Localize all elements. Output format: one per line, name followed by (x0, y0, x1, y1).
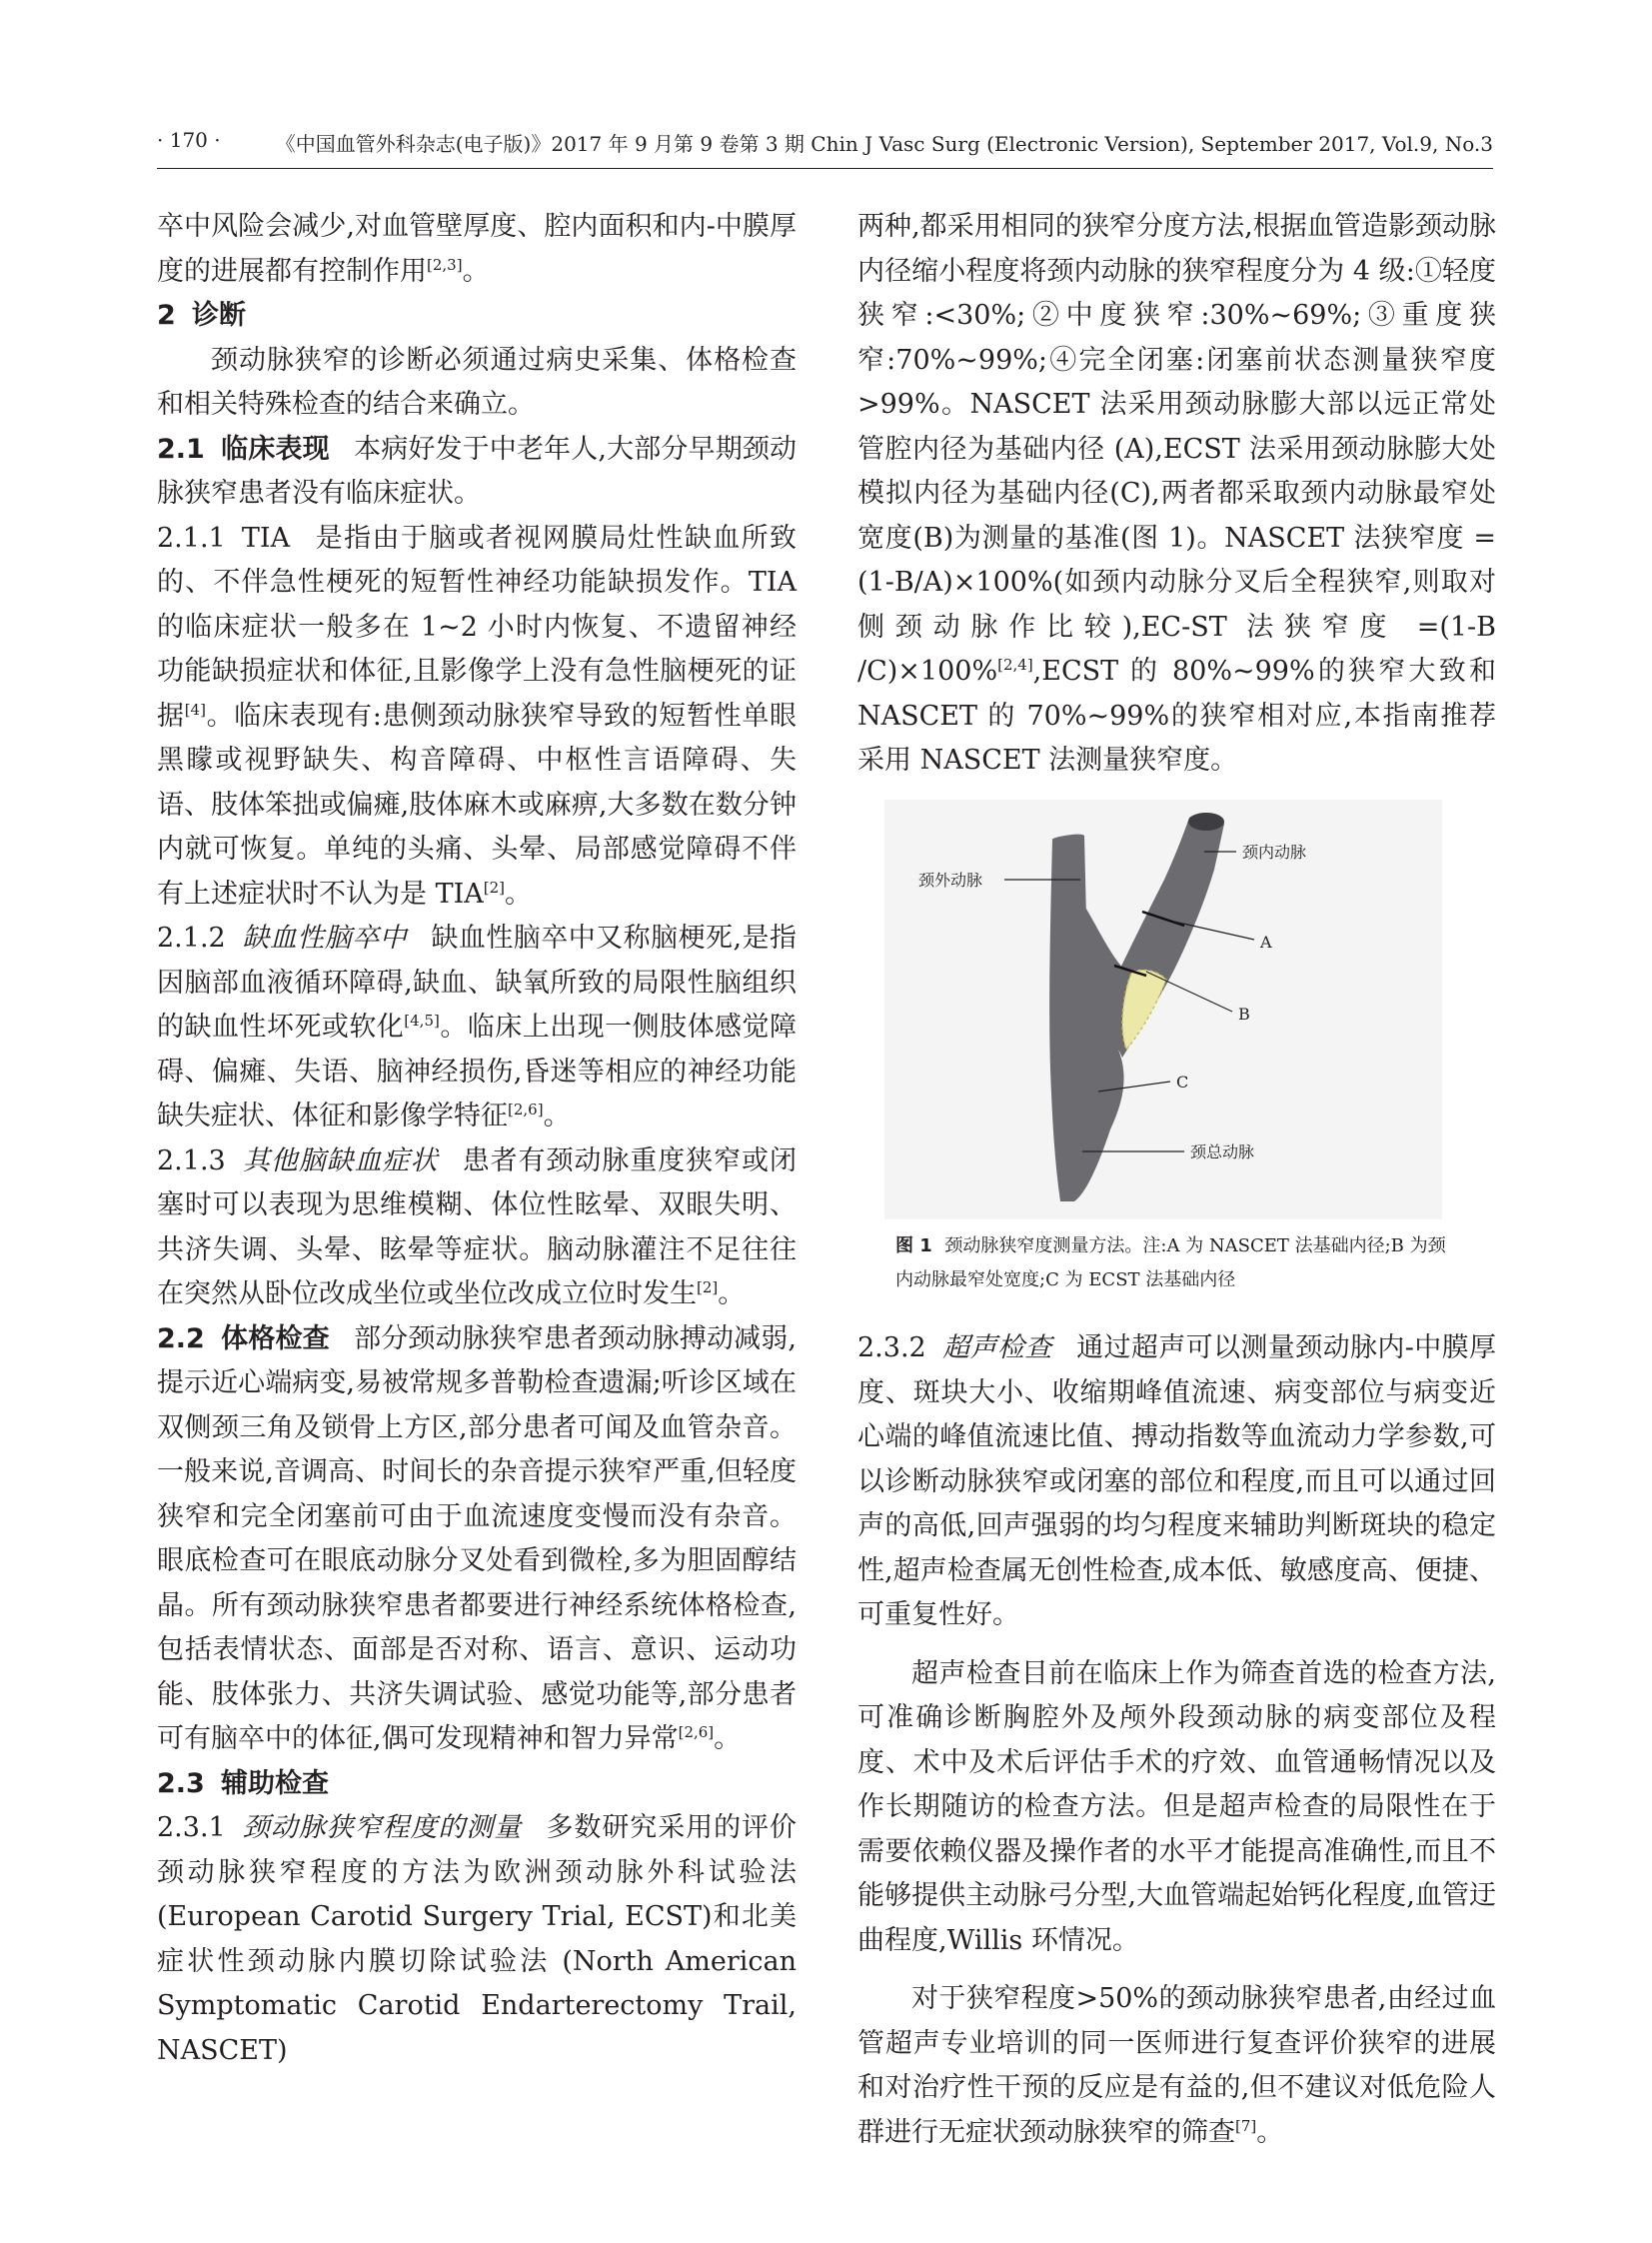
journal-citation: 《中国血管外科杂志(电子版)》2017 年 9 月第 9 卷第 3 期 Chin J Vasc Surg (Electronic Version), September 2017, Vol.9, No.3 (275, 132, 1493, 156)
diagnosis-intro: 颈动脉狭窄的诊断必须通过病史采集、体格检查和相关特殊检查的结合来确立。 (157, 344, 797, 420)
section-heading-diagnosis: 2 诊断 (157, 300, 246, 331)
follow-up-paragraph: 对于狭窄程度>50%的颈动脉狭窄患者,由经过血管超声专业培训的同一医师进行复查评价狭窄的进展和对治疗性干预的反应是有益的,但不建议对低危险人群进行无症状颈动脉狭窄的筛查[7]。 (857, 1983, 1496, 2148)
right-column-lower (857, 1326, 1496, 2155)
citation-ref: [2,4] (997, 656, 1033, 674)
label-b: B (1238, 1005, 1250, 1024)
citation-ref: [7] (1235, 2116, 1257, 2135)
running-header (157, 128, 1493, 169)
plaque (1122, 970, 1166, 1050)
figure-caption: 图 1 颈动脉狭窄度测量方法。注:A 为 NASCET 法基础内径;B 为颈内动脉最窄处宽度;C 为 ECST 法基础内径 (895, 1235, 1446, 1290)
page-number: · 170 · (157, 128, 221, 152)
section-auxiliary-exam: 2.3 辅助检查 (157, 1767, 330, 1799)
citation-ref: [4] (184, 700, 206, 719)
label-external-carotid: 颈外动脉 (918, 871, 983, 890)
citation-ref: [2,3] (427, 255, 463, 274)
citation-ref: [2,6] (508, 1101, 544, 1119)
label-a: A (1260, 933, 1272, 952)
left-column (157, 205, 797, 2073)
citation-ref: [4,5] (404, 1012, 440, 1030)
paragraph-continued: 卒中风险会减少,对血管壁厚度、腔内面积和内-中膜厚度的进展都有控制作用[2,3]。 (157, 211, 797, 287)
carotid-stenosis-figure (884, 800, 1442, 1219)
ultrasound-screening-paragraph: 超声检查目前在临床上作为筛查首选的检查方法,可准确诊断胸腔外及颅外段颈动脉的病变部位及程度、术中及术后评估手术的疗效、血管通畅情况以及作长期随访的检查方法。但是超声检查的局限性在于需要依赖仪器及操作者的水平才能提高准确性,而且不能够提供主动脉弓分型,大血管端起始钙化程度,血管迂曲程度,Willis 环情况。 (857, 1657, 1496, 1956)
section-ischemic-stroke: 2.1.2 缺血性脑卒中 缺血性脑卒中又称脑梗死,是指因脑部血液循环障碍,缺血、缺氧所致的局限性脑组织的缺血性坏死或软化[4,5]。临床上出现一侧肢体感觉障碍、偏瘫、失语、脑神经损伤,昏迷等相应的神经功能缺失症状、体征和影像学特征[2,6]。 (157, 923, 798, 1131)
section-tia: 2.1.1 TIA 是指由于脑或者视网膜局灶性缺血所致的、不伴急性梗死的短暂性神经功能缺损发作。TIA 的临床症状一般多在 1~2 小时内恢复、不遗留神经功能缺损症状和体征,且影像学上没有急性脑梗死的证据[4]。临床表现有:患侧颈动脉狭窄导致的短暂性单眼黑矇或视野缺失、构音障碍、中枢性言语障碍、失语、肢体笨拙或偏瘫,肢体麻木或麻痹,大多数在数分钟内就可恢复。单纯的头痛、头晕、局部感觉障碍不伴有上述症状时不认为是 TIA[2]。 (157, 522, 797, 910)
citation-ref: [2,6] (678, 1723, 715, 1741)
citation-ref: [2] (483, 878, 506, 897)
right-column (857, 205, 1496, 784)
label-internal-carotid: 颈内动脉 (1242, 843, 1307, 862)
stenosis-grading-paragraph: 两种,都采用相同的狭窄分度方法,根据血管造影颈动脉内径缩小程度将颈内动脉的狭窄程度分为 4 级:①轻度狭窄:<30%;②中度狭窄:30%~69%;③重度狭窄:70%~99%;④完全闭塞:闭塞前状态测量狭窄度>99%。NASCET 法采用颈动脉膨大部以远正常处管腔内径为基础内径 (A),ECST 法采用颈动脉膨大处模拟内径为基础内径(C),两者都采取颈内动脉最窄处宽度(B)为测量的基准(图 1)。NASCET 法狭窄度 =(1-B/A)×100%(如颈内动脉分叉后全程狭窄,则取对侧颈动脉作比较),EC-ST 法狭窄度 =(1-B /C)×100%[2,4],ECST 的 80%~99%的狭窄大致和 NASCET 的 70%~99%的狭窄相对应,本指南推荐采用 NASCET 法测量狭窄度。 (857, 211, 1496, 776)
section-physical-exam: 2.2 体格检查 部分颈动脉狭窄患者颈动脉搏动减弱,提示近心端病变,易被常规多普勒检查遗漏;听诊区域在双侧颈三角及锁骨上方区,部分患者可闻及血管杂音。一般来说,音调高、时间长的杂音提示狭窄严重,但轻度狭窄和完全闭塞前可由于血流速度变慢而没有杂音。眼底检查可在眼底动脉分叉处看到微栓,多为胆固醇结晶。所有颈动脉狭窄患者都要进行神经系统体格检查,包括表情状态、面部是否对称、语言、意识、运动功能、肢体张力、共济失调试验、感觉功能等,部分患者可有脑卒中的体征,偶可发现精神和智力异常[2,6]。 (157, 1322, 797, 1754)
figure-label: 图 1 (895, 1235, 932, 1256)
section-stenosis-measure: 2.3.1 颈动脉狭窄程度的测量 多数研究采用的评价颈动脉狭窄程度的方法为欧洲颈动脉外科试验法(European Carotid Surgery Trial, ECST)和北美症状性颈动脉内膜切除试验法 (North American Symptomatic Carotid Endarterectomy Trail, NASCET) (157, 1812, 797, 2066)
carotid-diagram (884, 800, 1442, 1219)
label-c: C (1176, 1073, 1189, 1092)
section-ultrasound: 2.3.2 超声检查 通过超声可以测量颈动脉内-中膜厚度、斑块大小、收缩期峰值流速、病变部位与病变近心端的峰值流速比值、搏动指数等血流动力学参数,可以诊断动脉狭窄或闭塞的部位和程度,而且可以通过回声的高低,回声强弱的均匀程度来辅助判断斑块的稳定性,超声检查属无创性检查,成本低、敏感度高、便捷、可重复性好。 (857, 1332, 1496, 1630)
vessel-lumen (1188, 813, 1224, 831)
section-clinical-manifestation: 2.1 临床表现 本病好发于中老年人,大部分早期颈动脉狭窄患者没有临床症状。 (157, 433, 797, 509)
label-common-carotid: 颈总动脉 (1190, 1142, 1255, 1161)
citation-ref: [2] (697, 1278, 719, 1296)
section-other-ischemia: 2.1.3 其他脑缺血症状 患者有颈动脉重度狭窄或闭塞时可以表现为思维模糊、体位性眩晕、双眼失明、共济失调、头晕、眩晕等症状。脑动脉灌注不足往往在突然从卧位改成坐位或坐位改成立位时发生[2]。 (157, 1144, 797, 1309)
